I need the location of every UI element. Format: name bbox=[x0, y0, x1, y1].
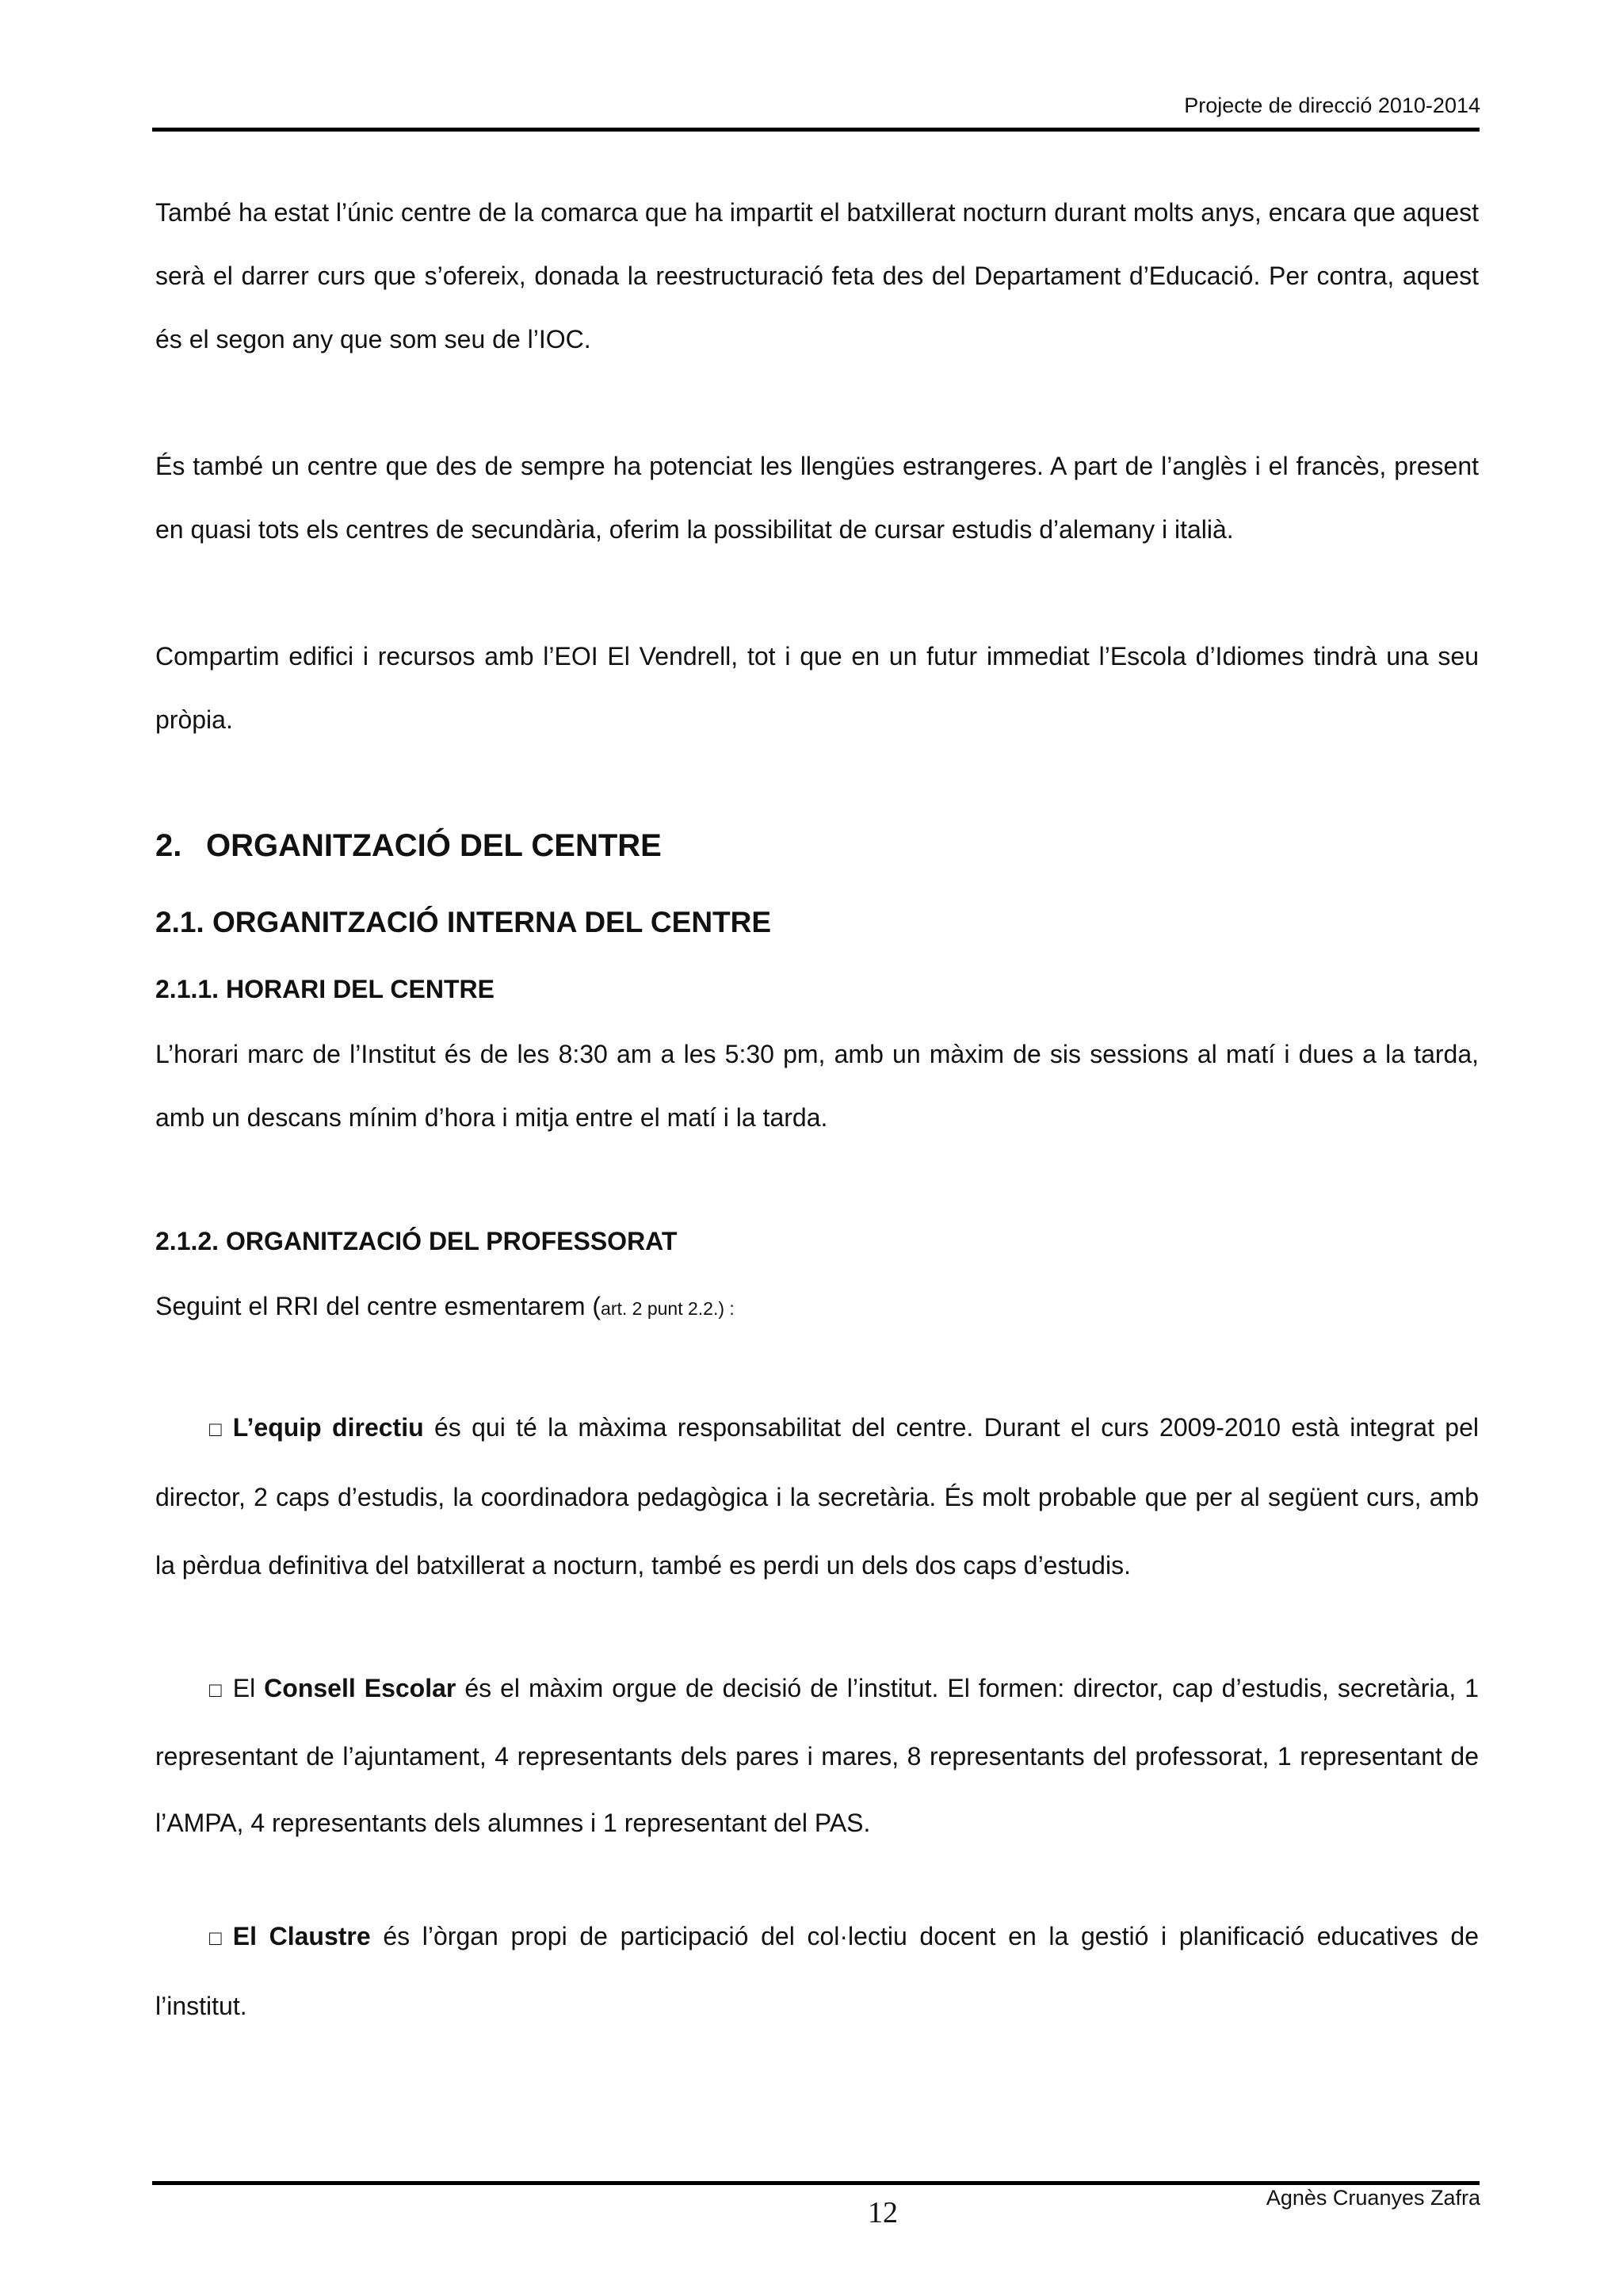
checkbox-bullet-icon: □ bbox=[209, 1417, 222, 1441]
footer-rule bbox=[152, 2181, 1480, 2185]
header-title: Projecte de direcció 2010-2014 bbox=[1184, 94, 1480, 117]
rri-text: Seguint el RRI del centre esmentarem ( bbox=[155, 1292, 601, 1320]
list-item-equip-directiu bbox=[155, 1393, 1479, 1599]
term-claustre: El Claustre bbox=[232, 1922, 371, 1950]
desc-claustre: és l’òrgan propi de participació del col·lectiu docent en la gestió i planificació educatives de l’institut. bbox=[155, 1922, 1480, 2020]
section-heading bbox=[155, 828, 662, 864]
list-item-consell-escolar bbox=[155, 1655, 1479, 1856]
section-title: ORGANITZACIÓ DEL CENTRE bbox=[206, 828, 662, 863]
subsubsection-heading-professorat: 2.1.2. ORGANITZACIÓ DEL PROFESSORAT bbox=[155, 1227, 678, 1255]
section-number: 2. bbox=[155, 828, 182, 863]
paragraph-eoi: Compartim edifici i recursos amb l’EOI El Vendrell, tot i que en un futur immediat l’Escola d’Idiomes tindrà una seu pròpia. bbox=[155, 642, 1479, 734]
paragraph-rri bbox=[155, 1274, 1479, 1340]
paragraph-llengues: És també un centre que des de sempre ha potenciat les llengües estrangeres. A part de l’anglès i el francès, present en quasi tots els centres de secundària, oferim la possibilitat de cursar estudis d’alemany i italià. bbox=[155, 452, 1479, 544]
prefix-consell-escolar: El bbox=[232, 1674, 265, 1702]
footer-author: Agnès Cruanyes Zafra bbox=[1266, 2186, 1480, 2210]
checkbox-bullet-icon: □ bbox=[209, 1678, 222, 1702]
term-consell-escolar: Consell Escolar bbox=[264, 1674, 456, 1702]
paragraph-batxillerat: També ha estat l’únic centre de la comarca que ha impartit el batxillerat nocturn durant molts anys, encara que aquest serà el darrer curs que s’ofereix, donada la reestructuració feta des del Departament d’Educació. Per contra, aquest és el segon any que som seu de l’IOC. bbox=[155, 198, 1479, 353]
term-equip-directiu: L’equip directiu bbox=[232, 1413, 424, 1442]
desc-consell-escolar: és el màxim orgue de decisió de l’institut. El formen: director, cap d’estudis, secretària, 1 representant de l’ajuntament, 4 representants dels pares i mares, 8 representants del professorat, 1 representant de l’AMPA, 4 representants dels alumnes i 1 representant del PAS. bbox=[155, 1674, 1479, 1837]
header-rule bbox=[152, 128, 1480, 132]
subsection-heading: 2.1. ORGANITZACIÓ INTERNA DEL CENTRE bbox=[155, 906, 772, 938]
list-item-claustre bbox=[155, 1902, 1479, 2040]
subsubsection-heading-horari: 2.1.1. HORARI DEL CENTRE bbox=[155, 975, 495, 1003]
paragraph-horari: L’horari marc de l’Institut és de les 8:30 am a les 5:30 pm, amb un màxim de sis sessions al matí i dues a la tarda, amb un descans mínim d’hora i mitja entre el matí i la tarda. bbox=[155, 1040, 1479, 1132]
desc-equip-directiu: és qui té la màxima responsabilitat del centre. Durant el curs 2009-2010 està integrat pel director, 2 caps d’estudis, la coordinadora pedagògica i la secretària. És molt probable que per al següent curs, amb la pèrdua definitiva del batxillerat a nocturn, també es perdi un dels dos caps d’estudis. bbox=[155, 1413, 1480, 1580]
page-number: 12 bbox=[868, 2196, 898, 2229]
checkbox-bullet-icon: □ bbox=[209, 1926, 222, 1950]
rri-reference: art. 2 punt 2.2.) : bbox=[601, 1298, 735, 1319]
